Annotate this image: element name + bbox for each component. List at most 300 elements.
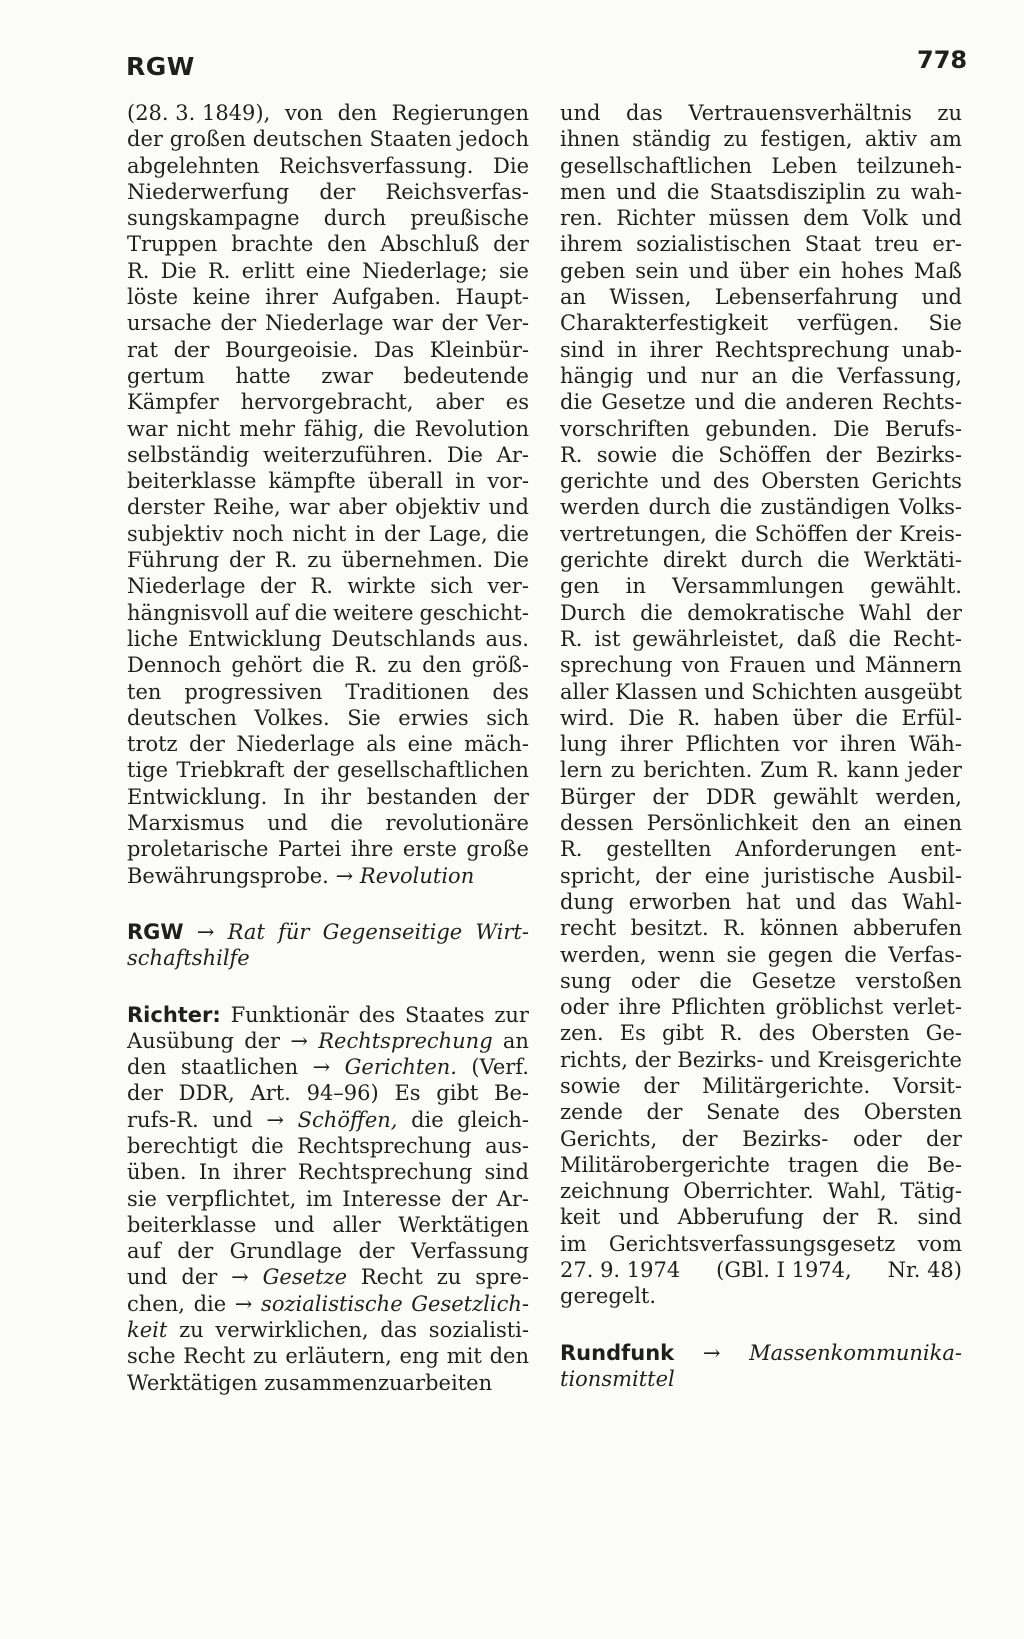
word: war — [289, 495, 330, 520]
word: zeichnung — [560, 1179, 670, 1204]
word: Ar- — [496, 1186, 529, 1211]
word: am — [929, 127, 962, 152]
word: Reichsverfas- — [385, 179, 529, 204]
word: mit — [446, 1344, 482, 1369]
word: der — [189, 732, 225, 757]
word: R. — [310, 574, 333, 599]
word: Die — [833, 416, 870, 441]
text-line — [127, 945, 529, 971]
word: war — [392, 311, 433, 336]
word: Rechts- — [882, 390, 962, 415]
word: proletarische — [127, 837, 269, 862]
word: Bezirks- — [742, 1126, 829, 1151]
word: aus- — [485, 1133, 529, 1158]
text-line — [560, 521, 962, 547]
word: Volk — [862, 206, 908, 231]
cross-reference: schaftshilfe — [127, 946, 250, 971]
text-line — [560, 205, 962, 231]
word: die — [743, 390, 777, 415]
word: ihrem — [560, 232, 623, 257]
word: die — [640, 600, 673, 625]
word: beiterklasse — [127, 1212, 257, 1237]
text-line — [127, 363, 529, 389]
word: der — [177, 1239, 214, 1264]
word: der — [181, 1265, 218, 1290]
word: die — [666, 179, 700, 204]
word: über — [739, 258, 789, 283]
word: und — [618, 1205, 660, 1230]
word: eine — [305, 258, 351, 283]
word: sprechung — [560, 653, 673, 678]
word: Kämpfer — [127, 390, 219, 415]
word: Kleinbür- — [429, 337, 529, 362]
word: chen, — [127, 1291, 185, 1316]
word: nicht — [176, 416, 231, 441]
word: vor- — [487, 469, 529, 494]
word: war — [127, 416, 168, 441]
word: ursache — [127, 311, 212, 336]
text-line — [560, 863, 962, 889]
word: vorschriften — [560, 416, 690, 441]
text-line — [560, 810, 962, 836]
word: und — [646, 363, 688, 388]
word: (GBl. I 1974, — [716, 1258, 852, 1283]
text-line — [560, 757, 962, 783]
cross-reference-arrow: → — [196, 919, 215, 944]
text-line — [560, 626, 962, 652]
text-line — [560, 915, 962, 941]
word: aller — [332, 1212, 381, 1237]
word: Bourgeoisie. — [225, 337, 359, 362]
text-line — [127, 1080, 529, 1106]
word: ihnen — [560, 127, 620, 152]
word: zu — [723, 127, 748, 152]
word: Reihe, — [213, 495, 281, 520]
word: Gesetze — [751, 968, 837, 993]
word: Abberufung — [677, 1205, 804, 1230]
word: demokratische — [687, 600, 845, 625]
word: sowie — [596, 442, 658, 467]
cross-reference: Rechtsprechung — [318, 1028, 493, 1053]
word: Schichten — [751, 679, 858, 704]
word: Traditionen — [345, 679, 470, 704]
word: der — [441, 311, 478, 336]
word: die — [251, 1133, 284, 1158]
word: und — [488, 495, 529, 520]
word: dessen — [560, 811, 634, 836]
text-line — [560, 731, 962, 757]
text-line — [560, 1073, 962, 1099]
word: (28. 3. 1849), — [127, 101, 271, 125]
text-line — [560, 416, 962, 442]
word: R. — [723, 916, 746, 941]
word: die — [817, 548, 850, 573]
word: Oberrichter. — [683, 1179, 814, 1204]
text-line — [127, 1054, 529, 1080]
word: im — [560, 1231, 587, 1256]
word: DDR, — [178, 1081, 235, 1106]
word: zen. — [560, 1021, 604, 1046]
word: Bewährungsprobe. — [127, 863, 329, 888]
word: Volks- — [898, 495, 962, 520]
word: sungskampagne — [127, 206, 300, 231]
word: Abschluß — [380, 232, 480, 257]
word: des — [358, 1002, 396, 1027]
word: gröblichst — [775, 995, 884, 1020]
word: Verfassung, — [837, 363, 962, 388]
text-line — [127, 310, 529, 336]
word: aber — [435, 390, 484, 415]
cross-reference: tionsmittel — [560, 1366, 675, 1391]
text-line — [560, 1020, 962, 1046]
word: zu — [387, 653, 413, 678]
text-line — [560, 442, 962, 468]
word: gesellschaftlichen — [560, 153, 752, 178]
word: der — [384, 521, 420, 546]
word: Gerichts, — [560, 1126, 658, 1151]
word: sind — [560, 337, 605, 362]
word: sowie — [560, 1073, 621, 1098]
word: Ge- — [925, 1021, 962, 1046]
text-line — [127, 153, 529, 179]
word: der — [493, 784, 529, 809]
word: Die — [493, 153, 529, 178]
word: hängnisvoll — [127, 600, 249, 625]
word: Partei — [277, 837, 342, 862]
word: Die — [446, 442, 483, 467]
word: Versammlungen — [672, 574, 845, 599]
word: Marxismus — [127, 811, 245, 836]
word: Es — [394, 1081, 421, 1106]
word: übernehmen. — [341, 548, 484, 573]
word: Männern — [864, 653, 962, 678]
cross-reference-arrow: → — [335, 863, 354, 888]
word: Rechtsprechung — [714, 337, 890, 362]
word: es — [505, 390, 529, 415]
word: Haupt- — [455, 285, 529, 310]
word: Be- — [927, 1152, 962, 1177]
word: deutschen — [252, 127, 363, 152]
text-line — [560, 310, 962, 336]
word: ren. — [560, 206, 603, 231]
text-line — [127, 1133, 529, 1159]
word: den — [327, 232, 367, 257]
word: gleich- — [457, 1107, 529, 1132]
word: werden, — [875, 784, 962, 809]
text-line — [560, 468, 962, 494]
word: rat — [127, 337, 158, 362]
word: die — [294, 600, 328, 625]
word: die — [714, 521, 748, 546]
text-line — [560, 1047, 962, 1073]
cross-reference: Gesetze — [262, 1265, 347, 1290]
word: gen — [560, 574, 600, 599]
word: R. — [560, 837, 583, 862]
word: Interesse — [342, 1186, 442, 1211]
word: vor — [792, 732, 828, 757]
word: Kreisgerichte — [817, 1047, 962, 1072]
dictionary-entry-richter-continued — [560, 100, 962, 1310]
word: Vorsit- — [893, 1073, 962, 1098]
word: Sie — [928, 311, 962, 336]
word: zwar — [321, 363, 373, 388]
word: eine — [704, 863, 750, 888]
word: die — [699, 968, 732, 993]
word: und — [770, 1047, 811, 1072]
word: lung — [560, 732, 608, 757]
word: als — [366, 732, 397, 757]
word: Ausübung — [127, 1028, 234, 1053]
word: Lebenserfahrung — [714, 285, 899, 310]
cross-reference-arrow: → — [231, 1265, 249, 1290]
word: R. — [677, 705, 701, 730]
word: können — [760, 916, 839, 941]
word: Die — [628, 705, 665, 730]
word: lern — [560, 758, 603, 783]
word: weiterzuführen. — [263, 442, 434, 467]
word: durch — [648, 495, 711, 520]
word: zu — [876, 179, 901, 204]
word: Klassen — [615, 679, 698, 704]
word: der — [451, 1186, 488, 1211]
word: und — [795, 889, 836, 914]
text-line — [560, 1340, 962, 1366]
word: der — [822, 1205, 859, 1230]
word: keit — [560, 1205, 601, 1230]
word: Gerichtsverfassungsgesetz — [608, 1231, 896, 1256]
word: Bezirks- — [677, 1047, 764, 1072]
word: Obersten — [811, 1021, 910, 1046]
cross-reference: sozialistische — [261, 1291, 403, 1316]
cross-reference-arrow: → — [290, 1028, 308, 1053]
word: Leben — [771, 153, 838, 178]
word: an — [560, 285, 587, 310]
word: Tätig- — [900, 1179, 962, 1204]
text-line — [127, 389, 529, 415]
word: zu — [179, 1318, 204, 1343]
word: Truppen — [127, 232, 218, 257]
word: tragen — [788, 1152, 859, 1177]
text-line — [127, 863, 529, 889]
word: Staates — [405, 1002, 485, 1027]
word: Niederlage; — [362, 258, 488, 283]
page-number: 778 — [917, 46, 968, 74]
word: sung — [560, 968, 612, 993]
word: festigen, — [760, 127, 853, 152]
word: der — [220, 311, 257, 336]
word: progressiven — [184, 679, 323, 704]
word: abberufen — [852, 916, 962, 941]
word: gehört — [231, 653, 302, 678]
dictionary-entry-revolution-continued — [127, 100, 529, 889]
word: müssen — [708, 206, 790, 231]
word: sich — [430, 574, 474, 599]
word: preußische — [410, 206, 529, 231]
text-line — [127, 494, 529, 520]
cross-reference-arrow: → — [312, 1055, 331, 1080]
word: die — [791, 363, 824, 388]
word: Frauen — [729, 653, 806, 678]
word: die — [671, 442, 705, 467]
word: vom — [917, 1231, 962, 1256]
text-line — [560, 1099, 962, 1125]
word: erläutern, — [285, 1344, 392, 1369]
word: Sie — [347, 705, 381, 730]
word: üben. — [127, 1160, 187, 1185]
text-line — [127, 100, 529, 126]
text-line — [560, 705, 962, 731]
word: Rechtsprechung — [297, 1160, 473, 1185]
word: zu — [253, 1344, 278, 1369]
word: die — [330, 811, 363, 836]
word: in — [355, 521, 376, 546]
word: Führung — [127, 548, 220, 573]
word: berechtigt — [127, 1133, 238, 1158]
word: Die — [493, 548, 529, 573]
word: Schöffen — [718, 442, 812, 467]
word: Militärobergerichte — [560, 1152, 770, 1177]
word: der — [260, 574, 296, 599]
word: beiterklasse — [127, 469, 257, 494]
word: Pflichten — [671, 995, 766, 1020]
word: gegen — [767, 942, 833, 967]
word: besitzt. — [630, 916, 709, 941]
word: Deutschlands — [331, 626, 476, 651]
text-line — [127, 1343, 529, 1369]
text-line — [127, 705, 529, 731]
word: Staatsdisziplin — [709, 179, 866, 204]
word: Verfassung — [410, 1239, 529, 1264]
word: gewählt — [772, 784, 858, 809]
word: sind — [484, 1160, 529, 1185]
word: (Verf. — [471, 1055, 529, 1080]
text-line — [560, 337, 962, 363]
word: oder — [852, 1126, 902, 1151]
text-line — [127, 231, 529, 257]
word: werden — [560, 495, 640, 520]
word: zuständigen — [760, 495, 891, 520]
cross-reference: Revolution — [359, 863, 475, 888]
word: subjektiv — [127, 521, 224, 546]
word: hängig — [560, 363, 634, 388]
word: er- — [932, 232, 962, 257]
word: ent- — [920, 837, 962, 862]
word: R. — [560, 442, 583, 467]
word: verwirklichen, — [215, 1318, 369, 1343]
word: durch — [740, 548, 803, 573]
word: löste — [127, 285, 179, 310]
word: derster — [127, 495, 205, 520]
word: hervorgebracht, — [240, 390, 414, 415]
text-line — [560, 284, 962, 310]
word: der — [127, 127, 163, 152]
word: Das — [374, 337, 415, 362]
word: ihrer — [265, 285, 318, 310]
word: gerichte — [560, 548, 649, 573]
word: die — [844, 942, 877, 967]
word: eng — [399, 1344, 439, 1369]
text-line — [127, 1264, 529, 1290]
word: Dennoch — [127, 653, 222, 678]
word: der — [926, 600, 962, 625]
word: R. — [876, 1205, 900, 1230]
word: R. — [127, 258, 150, 283]
word: Gerichts — [871, 469, 962, 494]
word: anderen — [785, 390, 874, 415]
word: Schöffen — [754, 521, 848, 546]
entry-headword: RGW — [127, 919, 184, 944]
word: erlitt — [241, 258, 295, 283]
text-line — [127, 442, 529, 468]
cross-reference-arrow: → — [266, 1107, 285, 1132]
word: R. — [816, 758, 839, 783]
word: Nr. 48) — [887, 1258, 962, 1283]
word: ihre — [350, 837, 394, 862]
word: Niederlage — [127, 574, 246, 599]
text-line — [127, 1291, 529, 1317]
word: Entwicklung — [187, 626, 322, 651]
word: der — [825, 442, 862, 467]
word: bedeutende — [403, 363, 529, 388]
text-line — [560, 363, 962, 389]
word: von — [681, 653, 720, 678]
word: ständig — [632, 127, 711, 152]
cross-reference-arrow: → — [234, 1291, 253, 1316]
word: erwies — [398, 705, 469, 730]
word: Ar- — [496, 442, 529, 467]
text-line — [560, 573, 962, 599]
word: Persönlichkeit — [646, 811, 799, 836]
word: sie — [499, 258, 529, 283]
word: Zum — [760, 758, 809, 783]
text-line — [560, 389, 962, 415]
word: daß — [796, 626, 837, 651]
word: Wäh- — [909, 732, 962, 757]
word: Obersten — [761, 469, 860, 494]
text-line — [560, 1283, 962, 1309]
word: gestellten — [606, 837, 712, 862]
word: aktiv — [864, 127, 918, 152]
word: der — [292, 758, 329, 783]
text-line — [127, 258, 529, 284]
word: Werktäti- — [863, 548, 962, 573]
word: große — [466, 837, 529, 862]
word: Vertrauensverhältnis — [688, 101, 912, 125]
word: die — [193, 1291, 227, 1316]
text-line — [127, 784, 529, 810]
word: hohes — [841, 258, 904, 283]
text-line — [127, 731, 529, 757]
word: Triebkraft — [176, 758, 285, 783]
word: Ausbil- — [888, 863, 962, 888]
word: der — [646, 1100, 683, 1125]
text-line — [560, 1126, 962, 1152]
text-line — [560, 889, 962, 915]
text-line — [127, 337, 529, 363]
word: Recht- — [892, 626, 962, 651]
word: des — [803, 1100, 841, 1125]
word: Erfül- — [901, 705, 962, 730]
word: gertum — [127, 363, 205, 388]
cross-reference-arrow: → — [702, 1340, 721, 1365]
word: ver- — [487, 574, 529, 599]
word: an — [502, 1028, 529, 1053]
word: Lage, — [428, 521, 488, 546]
word: ihr — [320, 784, 351, 809]
word: spre- — [475, 1265, 529, 1290]
text-line — [560, 836, 962, 862]
cross-reference: Gegenseitige — [322, 919, 463, 944]
